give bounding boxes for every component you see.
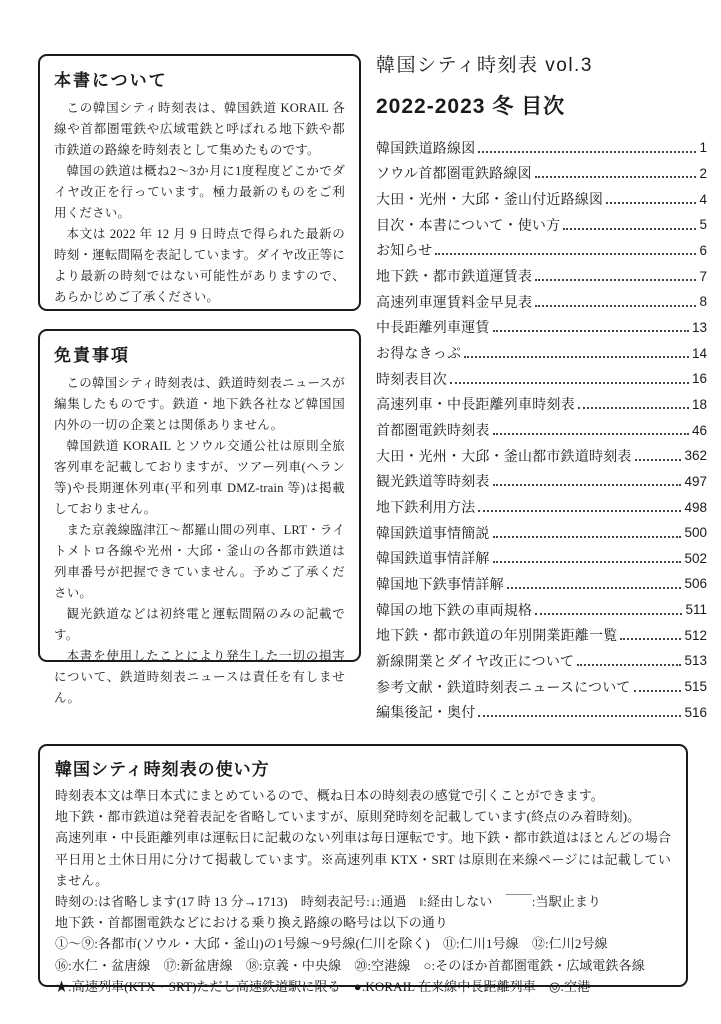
toc-leader-dots <box>577 664 681 666</box>
disclaimer-paragraph: 観光鉄道などは初終電と運転間隔のみの記載です。 <box>54 607 345 642</box>
usage-line-legend-lines: ⑯:水仁・盆唐線 ⑰:新盆唐線 ⑱:京義・中央線 ⑳:空港線 ○:そのほか首都圏電鉄・広域電鉄各線 <box>55 957 645 973</box>
toc-leader-dots <box>635 459 682 461</box>
toc-page-number: 1 <box>699 140 707 156</box>
toc-item <box>376 443 707 469</box>
toc-page-number: 18 <box>691 396 707 412</box>
toc-leader-dots <box>563 228 696 230</box>
toc-page-number: 14 <box>691 345 707 361</box>
toc-item-title: 観光鉄道等時刻表 <box>376 473 490 490</box>
toc-page-number: 516 <box>684 704 707 720</box>
toc-item <box>376 392 707 418</box>
toc-leader-dots <box>578 407 689 409</box>
toc-leader-dots <box>450 382 689 384</box>
toc-page-number: 506 <box>684 576 707 592</box>
usage-line: 地下鉄・都市鉄道は発着表記を省略していますが、原則発時刻を記載しています(終点のみ着時刻)。 <box>55 809 641 825</box>
toc-page-number: 2 <box>699 165 707 181</box>
toc-item-title: ソウル首都圏電鉄路線図 <box>376 165 532 182</box>
toc-page-number: 512 <box>684 627 707 643</box>
disclaimer-paragraph: 韓国鉄道 KORAIL とソウル交通公社は原則全旅客列車を記載しておりますが、ツアー列車(ヘラン等)や長期運休列車(平和列車 DMZ-train 等)は掲載しておりません。 <box>54 439 345 516</box>
toc-item-title: 韓国鉄道路線図 <box>376 139 476 156</box>
toc-leader-dots <box>493 433 689 435</box>
toc-leader-dots <box>493 561 682 563</box>
toc-item <box>376 289 707 315</box>
toc-item <box>376 366 707 392</box>
toc-leader-dots <box>478 510 681 512</box>
toc-item-title: 韓国鉄道事情簡説 <box>376 524 490 541</box>
toc-page-number: 5 <box>699 217 707 233</box>
disclaimer-paragraph: この韓国シティ時刻表は、鉄道時刻表ニュースが編集したものです。鉄道・地下鉄各社など韓国国内外の一切の企業とは関係ありません。 <box>54 376 345 432</box>
toc-item-title: お知らせ <box>376 242 433 259</box>
page-title: 韓国シティ時刻表 vol.3 <box>376 55 593 76</box>
toc-item-title: 地下鉄・都市鉄道の年別開業距離一覧 <box>376 627 618 644</box>
toc-item <box>376 597 707 623</box>
toc-item-title: 韓国鉄道事情詳解 <box>376 550 490 567</box>
toc-item-title: 時刻表目次 <box>376 370 447 387</box>
toc-leader-dots <box>634 690 682 692</box>
about-paragraph: この韓国シティ時刻表は、韓国鉄道 KORAIL 各線や首都圏電鉄や広域電鉄と呼ばれる地下鉄や都市鉄道の路線を時刻表として集めたものです。 <box>54 101 345 157</box>
toc-page-number: 513 <box>684 653 707 669</box>
disclaimer-paragraph: また京義線臨津江〜都羅山間の列車、LRT・ライトメトロ各線や光州・大邱・釜山の各都市鉄道は列車番号が把握できていません。予めご了承ください。 <box>54 523 345 600</box>
toc-page-number: 8 <box>699 294 707 310</box>
toc-page-number: 46 <box>691 422 707 438</box>
usage-line-legend-numbers: ①〜⑨:各都市(ソウル・大邱・釜山)の1号線〜9号線(仁川を除く) ⑪:仁川1号線 ⑫:仁川2号線 <box>55 936 608 952</box>
disclaimer-box-title: 免責事項 <box>54 346 130 365</box>
about-box-title: 本書について <box>54 71 168 90</box>
about-paragraph: 本文は 2022 年 12 月 9 日時点で得られた最新の時刻・運転間隔を表記しています。ダイヤ改正等により最新の時刻ではない可能性がありますので、あらかじめご了承ください。 <box>54 227 345 304</box>
toc-leader-dots <box>464 356 689 358</box>
toc-item-title: 地下鉄・都市鉄道運賃表 <box>376 268 533 285</box>
about-paragraph: 韓国の鉄道は概ね2〜3か月に1度程度どこかでダイヤ改正を行っています。極力最新のものをご利用ください。 <box>54 164 345 220</box>
toc-leader-dots <box>535 279 696 281</box>
toc-subtitle: 2022-2023 冬 目次 <box>376 95 566 118</box>
toc-item <box>376 674 707 700</box>
toc-item <box>376 135 707 161</box>
toc-page-number: 362 <box>684 448 707 464</box>
usage-line-legend-symbols: ★:高速列車(KTX・SRT)ただし高速鉄道駅に限る ●:KORAIL 在来線中長距離列車 ◎:空港 <box>55 978 591 994</box>
toc-item-title: 目次・本書について・使い方 <box>376 216 561 233</box>
toc-page-number: 497 <box>684 473 707 489</box>
toc-item <box>376 622 707 648</box>
usage-box <box>38 744 688 994</box>
usage-line: 地下鉄・首都圏電鉄などにおける乗り換え路線の略号は以下の通り <box>55 915 449 931</box>
toc-leader-dots <box>620 638 681 640</box>
toc-item-title: お得なきっぷ <box>376 345 462 362</box>
toc-item-title: 高速列車運賃料金早見表 <box>376 293 533 310</box>
toc-page-number: 6 <box>699 242 707 258</box>
toc-item <box>376 469 707 495</box>
toc-page-number: 7 <box>699 268 707 284</box>
toc-leader-dots <box>606 202 696 204</box>
toc-item-title: 韓国の地下鉄の車両規格 <box>376 601 533 618</box>
toc-list <box>376 135 707 725</box>
usage-line-time-notation: 時刻の:は省略します(17 時 13 分→1713) 時刻表記号:↓:通過 ‖:経由しない ￣￣:当駅止まり <box>55 893 602 909</box>
toc-page-number: 4 <box>699 191 707 207</box>
toc-item-title: 大田・光州・大邱・釜山付近路線図 <box>376 191 604 208</box>
toc-item <box>376 699 707 725</box>
toc-item-title: 地下鉄利用方法 <box>376 499 476 516</box>
toc-item-title: 高速列車・中長距離列車時刻表 <box>376 396 575 413</box>
toc-item <box>376 212 707 238</box>
toc-item-title: 参考文献・鉄道時刻表ニュースについて <box>376 678 631 695</box>
toc-item <box>376 340 707 366</box>
toc-item <box>376 648 707 674</box>
toc-page-number: 502 <box>684 550 707 566</box>
toc-item <box>376 161 707 187</box>
usage-box-title: 韓国シティ時刻表の使い方 <box>55 760 270 779</box>
toc-page-number: 16 <box>691 371 707 387</box>
toc-item-title: 韓国地下鉄事情詳解 <box>376 575 504 592</box>
toc-leader-dots <box>478 151 696 153</box>
toc-item <box>376 186 707 212</box>
toc-page-number: 500 <box>684 525 707 541</box>
toc-item-title: 中長距離列車運賃 <box>376 319 490 336</box>
toc-leader-dots <box>478 715 681 717</box>
toc-leader-dots <box>535 305 696 307</box>
toc-item-title: 新線開業とダイヤ改正について <box>376 652 575 669</box>
usage-line: 高速列車・中長距離列車は運転日に記載のない列車は毎日運転です。地下鉄・都市鉄道はほとんどの場合平日用と土休日用に分けて掲載しています。※高速列車 KTX・SRT は原則在来線ページには記載していません。 <box>55 830 671 888</box>
toc-item <box>376 494 707 520</box>
toc-item-title: 首都圏電鉄時刻表 <box>376 422 490 439</box>
toc-page-number: 498 <box>684 499 707 515</box>
toc-item <box>376 315 707 341</box>
toc-leader-dots <box>493 484 682 486</box>
toc-page-number: 13 <box>691 319 707 335</box>
about-box <box>38 54 361 311</box>
toc-leader-dots <box>535 176 697 178</box>
usage-line: 時刻表本文は準日本式にまとめているので、概ね日本の時刻表の感覚で引くことができます。 <box>55 788 604 803</box>
toc-item-title: 編集後記・奥付 <box>376 704 476 721</box>
toc-item <box>376 417 707 443</box>
toc-page-number: 511 <box>685 602 707 618</box>
toc-item <box>376 520 707 546</box>
toc-item <box>376 571 707 597</box>
toc-section <box>376 50 707 725</box>
toc-leader-dots <box>535 613 682 615</box>
toc-leader-dots <box>435 253 696 255</box>
toc-page-number: 515 <box>684 679 707 695</box>
toc-leader-dots <box>507 587 682 589</box>
disclaimer-box <box>38 329 361 705</box>
toc-item-title: 大田・光州・大邱・釜山都市鉄道時刻表 <box>376 447 632 464</box>
toc-item <box>376 238 707 264</box>
disclaimer-paragraph: 本書を使用したことにより発生した一切の損害について、鉄道時刻表ニュースは責任を有しません。 <box>54 649 345 705</box>
toc-leader-dots <box>493 536 682 538</box>
toc-item <box>376 263 707 289</box>
toc-leader-dots <box>493 330 689 332</box>
toc-item <box>376 546 707 572</box>
